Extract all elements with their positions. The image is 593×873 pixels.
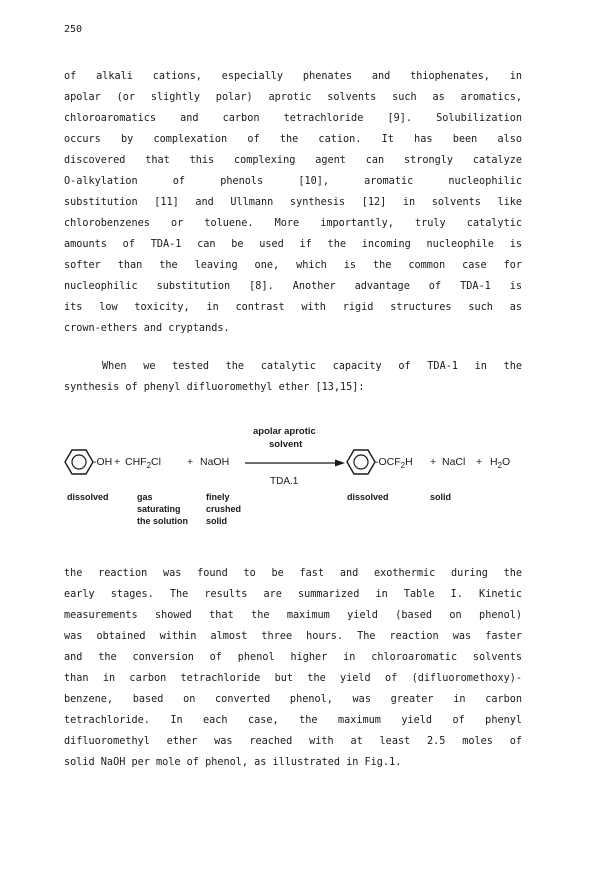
plus-sign: +	[476, 456, 483, 468]
text-line: nucleophilic substitution [8]. Another advantage of TDA-1 is	[64, 281, 522, 292]
text-line: the reaction was found to be fast and exothermic during the	[64, 568, 522, 579]
text-line: than in carbon tetrachloride but the yield of (difluoromethoxy)-	[64, 673, 522, 684]
text-line: its low toxicity, in contrast with rigid structures such as	[64, 302, 522, 313]
text-line: discovered that this complexing agent can strongly catalyze	[64, 155, 522, 166]
label-product-state: dissolved	[347, 492, 389, 502]
text-line: crown-ethers and cryptands.	[64, 323, 230, 334]
paragraph-2	[64, 356, 522, 398]
benzene-ring-icon	[64, 449, 94, 475]
reactant-sodium-hydroxide: NaOH	[200, 456, 230, 468]
label-nacl-state: solid	[430, 492, 452, 502]
text-line: benzene, based on converted phenol, was greater in carbon	[64, 694, 522, 705]
reactant-phenol-oh: -OH	[93, 456, 113, 468]
text-line: amounts of TDA-1 can be used if the incoming nucleophile is	[64, 239, 522, 250]
byproduct-water: $H_2O$	[490, 456, 511, 471]
text-line: softer than the leaving one, which is the common case for	[64, 260, 522, 271]
reactant-chlorodifluoromethane: $CHF_2Cl$	[125, 456, 161, 471]
text-line: chlorobenzenes or toluene. More importantly, truly catalytic	[64, 218, 522, 229]
plus-sign: +	[430, 456, 437, 468]
text-line: When we tested the catalytic capacity of TDA-1 in the	[102, 361, 522, 372]
text-line: solid NaOH per mole of phenol, as illustrated in Fig.1.	[64, 757, 402, 768]
page-number: 250	[64, 24, 83, 35]
plus-sign: +	[187, 456, 194, 468]
label-gas-state: gas saturating the solution	[137, 492, 188, 526]
reaction-conditions-solvent-2: solvent	[269, 439, 303, 450]
text-line: substitution [11] and Ullmann synthesis [12] in solvents like	[64, 197, 522, 208]
text-line: measurements showed that the maximum yield (based on phenol)	[64, 610, 522, 621]
text-line: O-alkylation of phenols [10], aromatic nucleophilic	[64, 176, 522, 187]
label-naoh-state: finely crushed solid	[206, 492, 242, 526]
product-difluoromethoxybenzene: $-OCF_2H$	[375, 456, 413, 471]
text-line: of alkali cations, especially phenates and thiophenates, in	[64, 71, 522, 82]
text-line: occurs by complexation of the cation. It has been also	[64, 134, 522, 145]
text-line: tetrachloride. In each case, the maximum yield of phenyl	[64, 715, 522, 726]
benzene-ring-icon	[346, 449, 376, 475]
text-line: synthesis of phenyl difluoromethyl ether [13,15]:	[64, 382, 365, 393]
plus-sign: +	[114, 456, 121, 468]
paragraph-3	[64, 563, 522, 773]
text-line: chloroaromatics and carbon tetrachloride [9]. Solubilization	[64, 113, 522, 124]
paragraph-1	[64, 66, 522, 339]
text-line: was obtained within almost three hours. The reaction was faster	[64, 631, 522, 642]
reaction-conditions-solvent-1: apolar aprotic	[253, 426, 316, 437]
reaction-scheme	[64, 420, 534, 540]
text-line: difluoromethyl ether was reached with at least 2.5 moles of	[64, 736, 522, 747]
text-line: apolar (or slightly polar) aprotic solvents such as aromatics,	[64, 92, 522, 103]
label-phenol-state: dissolved	[67, 492, 109, 502]
text-line: early stages. The results are summarized in Table I. Kinetic	[64, 589, 522, 600]
catalyst-tda-1: TDA.1	[270, 476, 299, 487]
reaction-arrow-icon	[245, 458, 345, 468]
byproduct-sodium-chloride: NaCl	[442, 456, 466, 468]
text-line: and the conversion of phenol higher in chloroaromatic solvents	[64, 652, 522, 663]
